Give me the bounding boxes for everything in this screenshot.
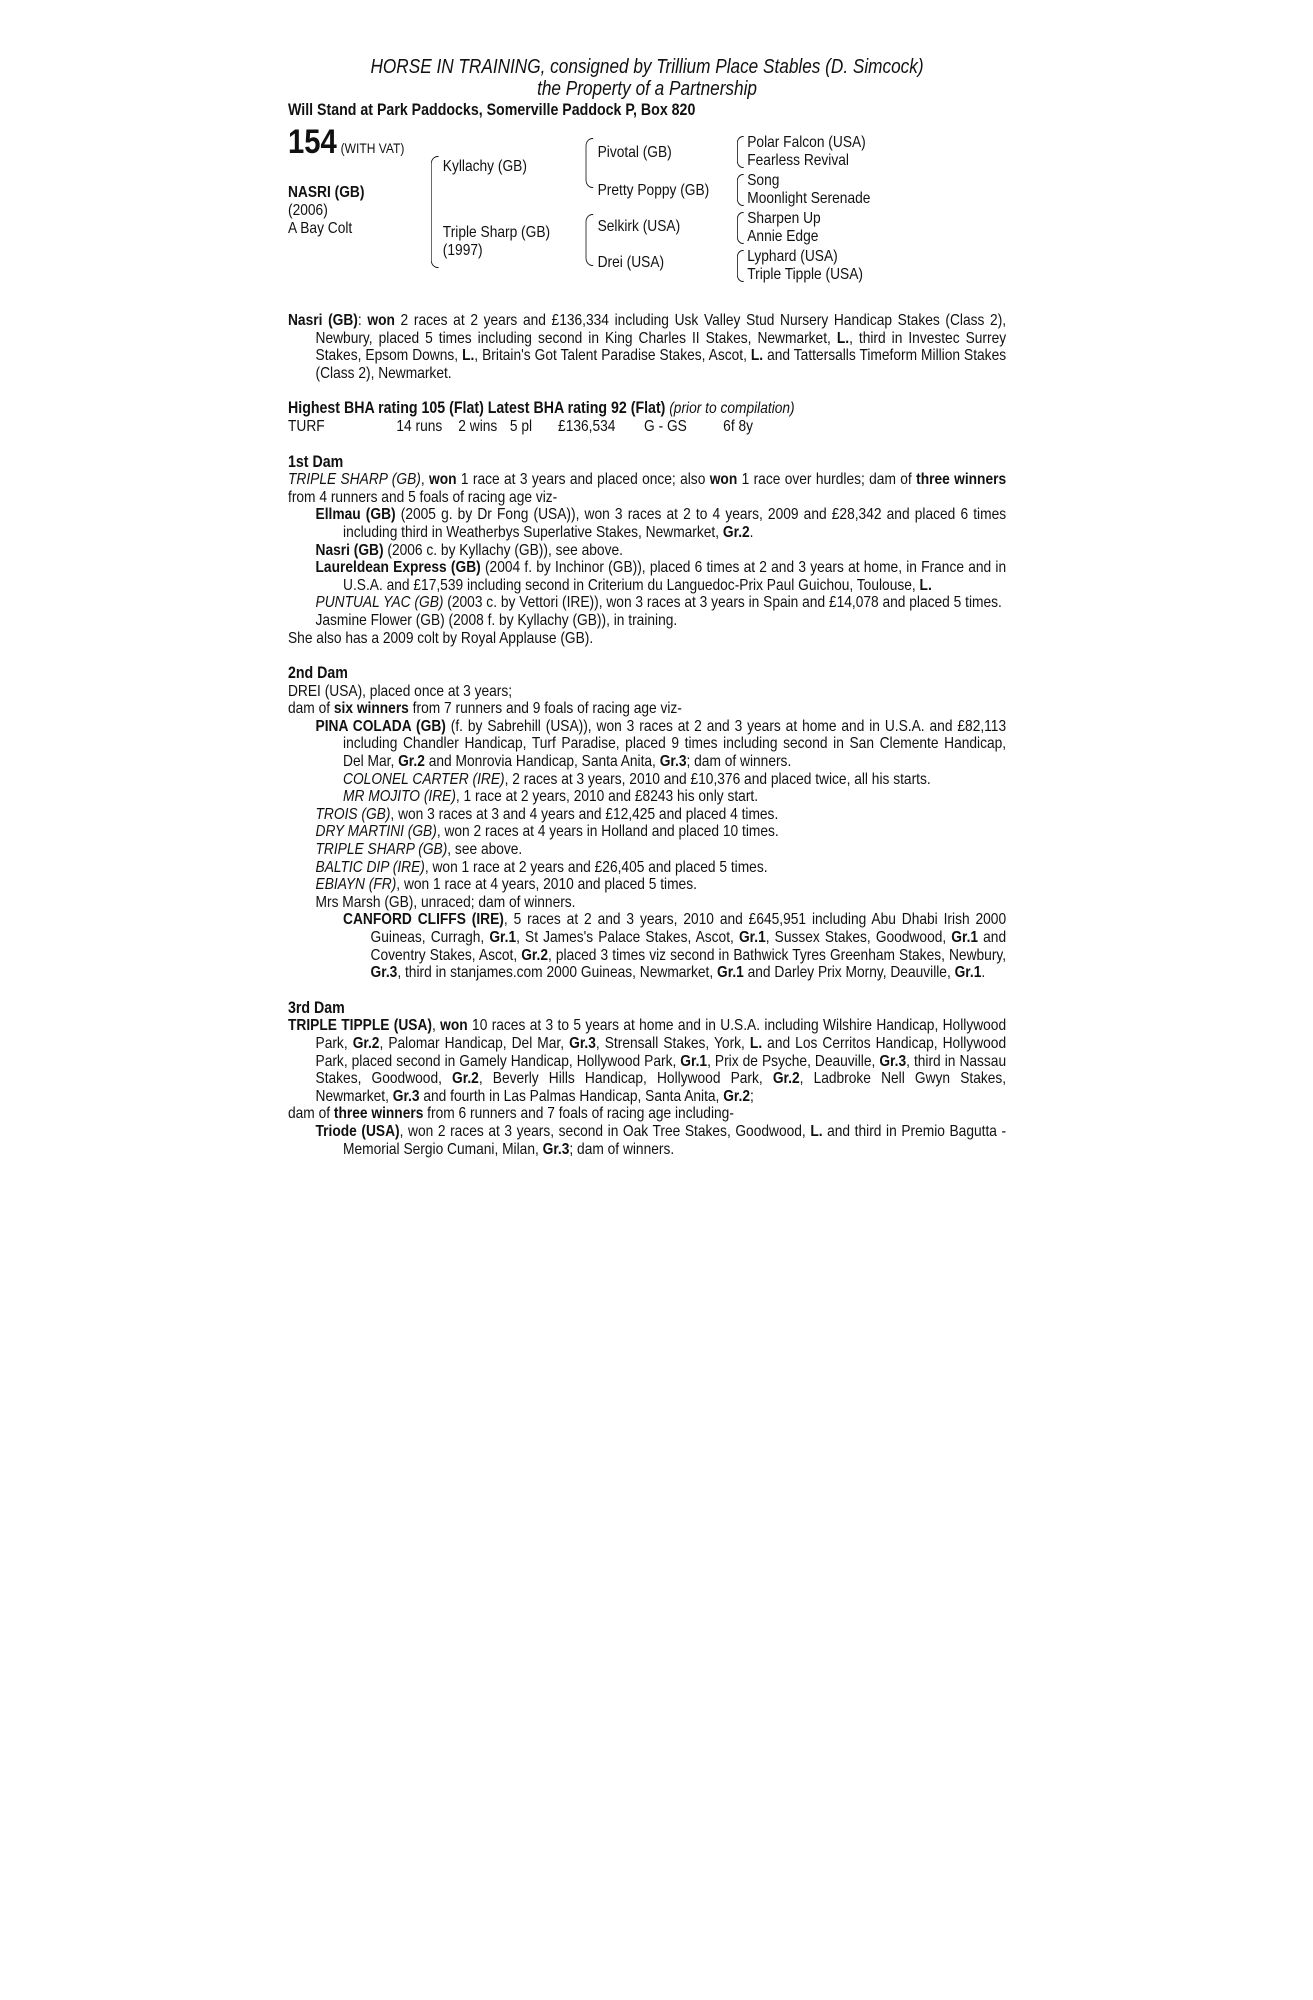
produce-text: , third in stanjames.com 2000 Guineas, Newmarket, [397,964,718,982]
produce-name: COLONEL CARTER (IRE) [343,770,505,788]
produce-ebiayn [288,876,1006,894]
rating-wins: 2 wins [458,417,498,435]
produce-pina-colada [288,718,1006,771]
second-dam-produce-summary [288,700,1006,718]
summary-text: , Britain's Got Talent Paradise Stakes, Ascot, [474,347,751,365]
produce-text: , see above. [447,841,523,859]
sire-sire-dam: Fearless Revival [747,152,849,169]
rating-prize-money: £136,534 [558,417,616,435]
header-stand: Will Stand at Park Paddocks, Somerville Paddock P, Box 820 [288,101,696,119]
produce-name: MR MOJITO (IRE) [343,788,456,806]
third-dam-title: 3rd Dam [288,998,345,1017]
produce-name: TROIS (GB) [315,805,391,823]
text: dam of [288,1105,334,1123]
catalogue-body [288,56,1006,1158]
produce-text: , won 1 race at 2 years and £26,405 and placed 5 times. [424,858,768,876]
produce-text: , won 2 races at 4 years in Holland and placed 10 times. [436,823,779,841]
lot-number: 154 [288,123,337,161]
produce-triple-sharp [288,841,1006,859]
produce-baltic-dip [288,859,1006,877]
rating-placed: 5 pl [509,417,533,435]
summary-colon: : [357,312,368,329]
grade-mark: Gr.1 [951,929,979,946]
summary-text: , third in Investec Surrey Stakes, Epsom Downs, [315,329,1007,365]
produce-colonel-carter [288,771,1006,789]
won-mark: won [440,1017,468,1035]
grade-mark: Gr.2 [452,1070,479,1088]
produce-name: BALTIC DIP (IRE) [315,858,425,876]
produce-text: (2006 c. by Kyllachy (GB)), see above. [383,541,623,559]
listed-mark: L. [919,576,932,594]
second-dam-line: DREI (USA), placed once at 3 years; [288,682,513,700]
grade-mark: Gr.3 [392,1087,420,1105]
rating-heading: Highest BHA rating 105 (Flat) Latest BHA rating 92 (Flat) [288,399,666,418]
produce-text: and Monrovia Handicap, Santa Anita, [424,753,660,771]
text: and fourth in Las Palmas Handicap, Santa Anita, [419,1087,724,1105]
dam-sire-dam: Annie Edge [747,228,819,245]
produce-text: ; dam of winners. [686,753,792,771]
produce-text: (2003 c. by Vettori (IRE)), won 3 races at 3 years in Spain and £14,078 and placed 5 times. [443,594,1002,612]
produce-text: , 5 races at 2 and 3 years, 2010 and £645,951 including Abu Dhabi Irish 2000 Guineas, Curragh, [370,911,1007,946]
produce-text: (f. by Sabrehill (USA)), won 3 races at 2 and 3 years at home and in U.S.A. and £82,113 including Chandler Handicap, Turf Paradise, placed 9 times including second in San Clemente Handicap, Del Mar, [343,717,1007,771]
catalogue-page [288,56,1006,1158]
grade-mark: Gr.2 [352,1034,380,1052]
grade-mark: Gr.1 [738,929,766,946]
sire-dam-dam: Moonlight Serenade [747,190,871,207]
grade-mark: Gr.3 [879,1052,907,1070]
produce-name: DRY MARTINI (GB) [315,823,437,841]
produce-text: (2004 f. by Inchinor (GB)), placed 6 times at 2 and 3 years at home, in France and in U.S.A. and £17,539 including second in Criterium du Languedoc-Prix Paul Guichou, Toulouse, [343,559,1007,594]
produce-name: EBIAYN (FR) [315,876,397,894]
produce-text: , Sussex Stakes, Goodwood, [765,929,952,946]
text: 10 races at 3 to 5 years at home and in U.S.A. including Wilshire Handicap, Hollywood Park, [315,1017,1007,1052]
lot-heading [288,123,405,161]
text: 1 race over hurdles; dam of [737,471,917,489]
text: , [432,1017,441,1035]
listed-mark: L. [810,1122,823,1140]
third-dam-produce-summary [288,1105,1006,1123]
sire-sire: Pivotal (GB) [597,144,672,161]
sire-dam-sire: Song [747,172,780,189]
text: , Ladbroke Nell Gwyn Stakes, Newmarket, [315,1070,1007,1105]
produce-dry-martini [288,823,1006,841]
produce-name: PUNTUAL YAC (GB) [315,594,444,612]
vat-note: (WITH VAT) [340,140,405,156]
winners-count: three winners [333,1105,424,1123]
produce-triode [288,1123,1006,1158]
text: and Los Cerritos Handicap, Hollywood Park, placed second in Gamely Handicap, Hollywood Park, [315,1034,1007,1070]
horse-name: NASRI (GB) [288,184,365,201]
listed-mark: L. [462,347,475,365]
dam-sire: Selkirk (USA) [597,218,681,235]
produce-ellmau [288,506,1006,541]
dam-dam: Drei (USA) [597,254,665,271]
rating-distance: 6f 8y [723,417,753,435]
produce-text: . [749,523,754,541]
pedigree-table [288,123,1006,302]
grade-mark: Gr.3 [569,1034,596,1052]
text: from 4 runners and 5 foals of racing age viz- [288,488,558,506]
produce-name: CANFORD CLIFFS (IRE) [343,911,504,929]
produce-text: . [981,964,986,982]
produce-text: , St James's Palace Stakes, Ascot, [516,929,739,946]
dam-year: (1997) [442,242,483,259]
produce-text: , 1 race at 2 years, 2010 and £8243 his only start. [455,788,759,806]
summary-text: and Tattersalls Timeform Million Stakes (Class 2), Newmarket. [315,347,1007,382]
third-dam-record [288,1017,1006,1105]
brace-dam [586,214,594,266]
produce-laureldean [288,559,1006,594]
produce-canford-cliffs [288,911,1006,981]
produce-text: , won 2 races at 3 years, second in Oak Tree Stakes, Goodwood, [399,1122,811,1140]
horse-description: A Bay Colt [288,220,353,237]
grade-mark: Gr.3 [370,964,398,982]
second-dam-title: 2nd Dam [288,664,348,683]
grade-mark: Gr.1 [954,964,982,982]
text: , Strensall Stakes, York, [595,1034,750,1052]
first-dam-name: TRIPLE SHARP (GB) [288,471,421,489]
brace-ds [737,212,744,244]
rating-note: (prior to compilation) [665,400,795,418]
produce-text: and third in Premio Bagutta - Memorial Sergio Cumani, Milan, [343,1122,1007,1158]
produce-text: ; dam of winners. [569,1140,675,1158]
first-dam-intro [288,471,1006,506]
produce-text: (2005 g. by Dr Fong (USA)), won 3 races at 2 to 4 years, 2009 and £28,342 and placed 6 times including third in Weatherbys Superlative Stakes, Newmarket, [343,506,1007,541]
produce-puntual-yac [288,594,1006,612]
text: 1 race at 3 years and placed once; also [456,471,710,489]
won-mark: won [709,471,738,489]
grade-mark: Gr.3 [659,753,687,771]
dam: Triple Sharp (GB) [442,224,551,241]
produce-text: , placed 3 times viz second in Bathwick Tyres Greenham Stakes, Newbury, [548,946,1007,964]
rating-surface: TURF [288,417,325,435]
listed-mark: L. [749,1034,763,1052]
rating-runs: 14 runs [396,417,443,435]
grade-mark: Gr.2 [723,1087,750,1105]
third-dam-name: TRIPLE TIPPLE (USA) [288,1017,433,1035]
rating-going: G - GS [644,417,687,435]
dam-sire-sire: Sharpen Up [747,210,821,227]
produce-name: TRIPLE SHARP (GB) [315,841,448,859]
text: , third in Nassau Stakes, Goodwood, [315,1052,1007,1088]
dam-dam-sire: Lyphard (USA) [747,248,838,265]
horse-year: (2006) [288,202,328,219]
header-property: the Property of a Partnership [537,78,757,100]
rating-row [288,418,1006,436]
grade-mark: Gr.2 [521,946,549,964]
grade-mark: Gr.2 [722,523,750,541]
winners-count: three winners [916,471,1007,489]
grade-mark: Gr.3 [542,1140,570,1158]
produce-text: , 2 races at 3 years, 2010 and £10,376 and placed twice, all his starts. [504,770,931,788]
produce-trois [288,806,1006,824]
listed-mark: L. [836,329,850,347]
brace-ss [737,136,744,168]
text: , [420,471,430,489]
winners-count: six winners [333,700,409,718]
produce-text: , won 1 race at 4 years, 2010 and placed 5 times. [396,876,697,894]
won-mark: won [429,471,457,489]
grade-mark: Gr.1 [489,929,517,946]
produce-text: and Darley Prix Morny, Deauville, [743,964,955,982]
header-consignor: HORSE IN TRAINING, consigned by Trillium Place Stables (D. Simcock) [370,56,924,78]
produce-text: and Coventry Stakes, Ascot, [370,929,1007,964]
dam-dam-dam: Triple Tipple (USA) [747,266,863,283]
produce-mr-mojito [288,788,1006,806]
text: from 6 runners and 7 foals of racing age including- [423,1105,734,1123]
produce-name: Nasri (GB) [315,541,384,559]
rating-block [288,400,1006,435]
summary-horse-name: Nasri (GB) [288,312,358,329]
sire: Kyllachy (GB) [442,158,527,175]
text: , Beverly Hills Handicap, Hollywood Park, [478,1070,773,1088]
text: ; [749,1087,754,1105]
grade-mark: Gr.1 [680,1052,708,1070]
grade-mark: Gr.2 [398,753,425,771]
produce-mrs-marsh: Mrs Marsh (GB), unraced; dam of winners. [315,893,576,911]
grade-mark: Gr.1 [717,964,744,982]
produce-name: Triode (USA) [315,1122,400,1140]
produce-text: , won 3 races at 3 and 4 years and £12,425 and placed 4 times. [390,805,779,823]
sire-dam: Pretty Poppy (GB) [597,182,710,199]
race-summary [288,312,1006,382]
produce-name: PINA COLADA (GB) [315,717,446,735]
produce-nasri [288,542,1006,560]
text: , Prix de Psyche, Deauville, [707,1052,880,1070]
text: dam of [288,700,334,718]
summary-won: won [367,312,395,329]
produce-jasmine-flower: Jasmine Flower (GB) (2008 f. by Kyllachy (GB)), in training. [315,611,678,629]
sire-sire-sire: Polar Falcon (USA) [747,134,866,151]
first-dam-title: 1st Dam [288,452,344,471]
brace-sd [737,174,744,206]
brace-dd [737,250,744,282]
grade-mark: Gr.2 [772,1070,800,1088]
produce-name: Ellmau (GB) [315,506,396,524]
text: , Palomar Handicap, Del Mar, [379,1034,570,1052]
summary-text: 2 races at 2 years and £136,334 including Usk Valley Stud Nursery Handicap Stakes (Class 2), Newbury, placed 5 times including second in King Charles II Stakes, Newmarket, [315,312,1007,347]
produce-name: Laureldean Express (GB) [315,559,481,577]
brace-sire [586,138,594,188]
brace-gen1 [431,156,439,268]
first-dam-also: She also has a 2009 colt by Royal Applause (GB). [288,629,594,647]
listed-mark: L. [750,347,764,365]
text: from 7 runners and 9 foals of racing age viz- [408,700,682,718]
